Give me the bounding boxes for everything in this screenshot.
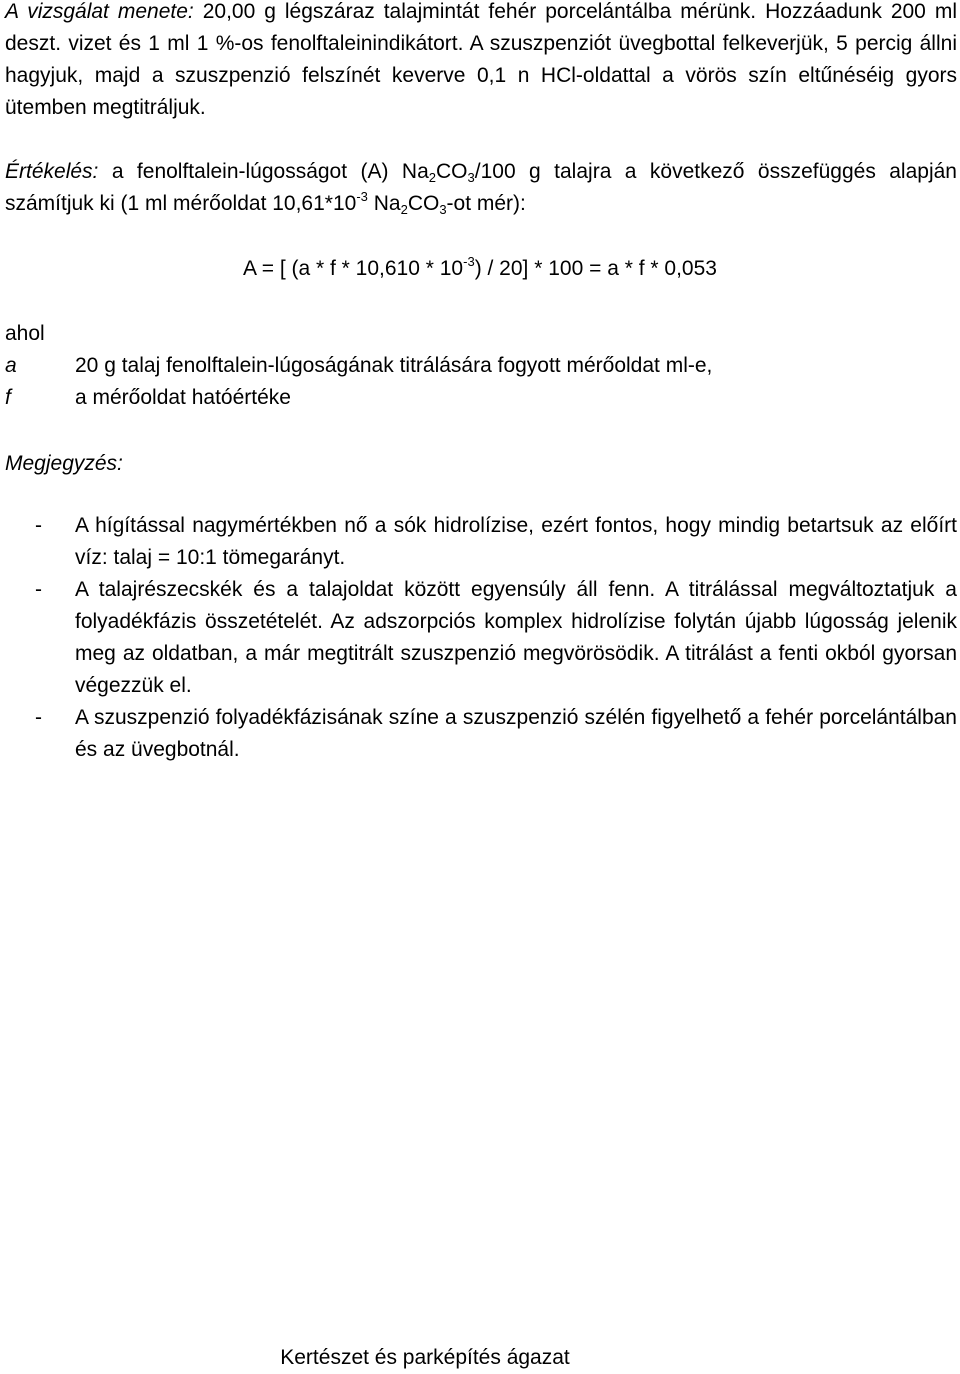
note-bullet: - [35,514,42,537]
variable-symbol: f [5,386,11,409]
evaluation-text-5: CO [407,192,440,215]
evaluation-sub-1: 2 [428,170,437,185]
variable-description: a mérőoldat hatóértéke [75,386,291,409]
variables-intro: ahol [5,322,45,345]
note-text: A hígítással nagymértékben nő a sók hidrolízise, ezért fontos, hogy mindig betartsuk az előírt víz: talaj = 10:1 tömegarányt. [75,514,957,569]
note-item [5,574,957,702]
variables-intro-row [5,318,957,350]
evaluation-sub-3: 2 [400,202,408,217]
method-paragraph [5,0,957,124]
notes-list [5,510,957,766]
evaluation-text-3: /100 g talajra a következő összefüggés alapján számítjuk ki (1 ml mérőoldat 10,61*10 [5,160,957,215]
notes-title: Megjegyzés: [5,452,123,475]
variable-definitions [5,318,957,414]
note-item [5,702,957,766]
variable-row [5,350,957,382]
evaluation-sup-1: -3 [356,189,368,204]
evaluation-text-1: a fenolftalein-lúgosságot (A) Na [111,160,429,183]
evaluation-sub-2: 3 [467,170,475,185]
variable-row [5,382,957,414]
note-text: A talajrészecskék és a talajoldat között egyensúly áll fenn. A titrálással megváltoztatjuk a folyadékfázis összetételét. Az adszorpciós komplex hidrolízise folytán újabb lúgosság jelenik meg az oldatban, a már megtitrált szuszpenzió megvörösödik. A titrálást a fenti okból gyorsan végezzük el. [75,578,957,697]
evaluation-text-2: CO [436,160,468,183]
variable-symbol: a [5,354,17,377]
page-footer: Kertészet és parképítés ágazat [280,1346,570,1369]
note-text: A szuszpenzió folyadékfázisának színe a szuszpenzió szélén figyelhető a fehér porcelántálban és az üvegbotnál. [75,706,957,761]
note-bullet: - [35,578,42,601]
formula-part-2: ) / 20] * 100 = a * f * 0,053 [474,257,717,280]
method-label: A vizsgálat menete: [5,0,194,23]
note-bullet: - [35,706,42,729]
evaluation-sub-4: 3 [439,202,447,217]
method-text: 20,00 g légszáraz talajmintát fehér porcelántálba mérünk. Hozzáadunk 200 ml deszt. vizet és 1 ml 1 %-os fenolftaleinindikátort. A szuszpenziót üvegbottal felkeverjük, 5 percig állni hagyjuk, majd a szuszpenzió felszínét keverve 0,1 n HCl-oldattal a vörös szín eltűnéséig gyors ütemben megtitráljuk. [5,0,957,119]
formula-part-1: A = [ (a * f * 10,610 * 10 [243,257,464,280]
formula-sup: -3 [463,254,475,269]
evaluation-text-6: -ot mér): [446,192,526,215]
formula [0,253,960,285]
evaluation-label: Értékelés: [5,160,99,183]
evaluation-text-4: Na [367,192,401,215]
evaluation-paragraph [5,156,957,220]
note-item [5,510,957,574]
variable-description: 20 g talaj fenolftalein-lúgoságának titrálására fogyott mérőoldat ml-e, [75,354,713,377]
